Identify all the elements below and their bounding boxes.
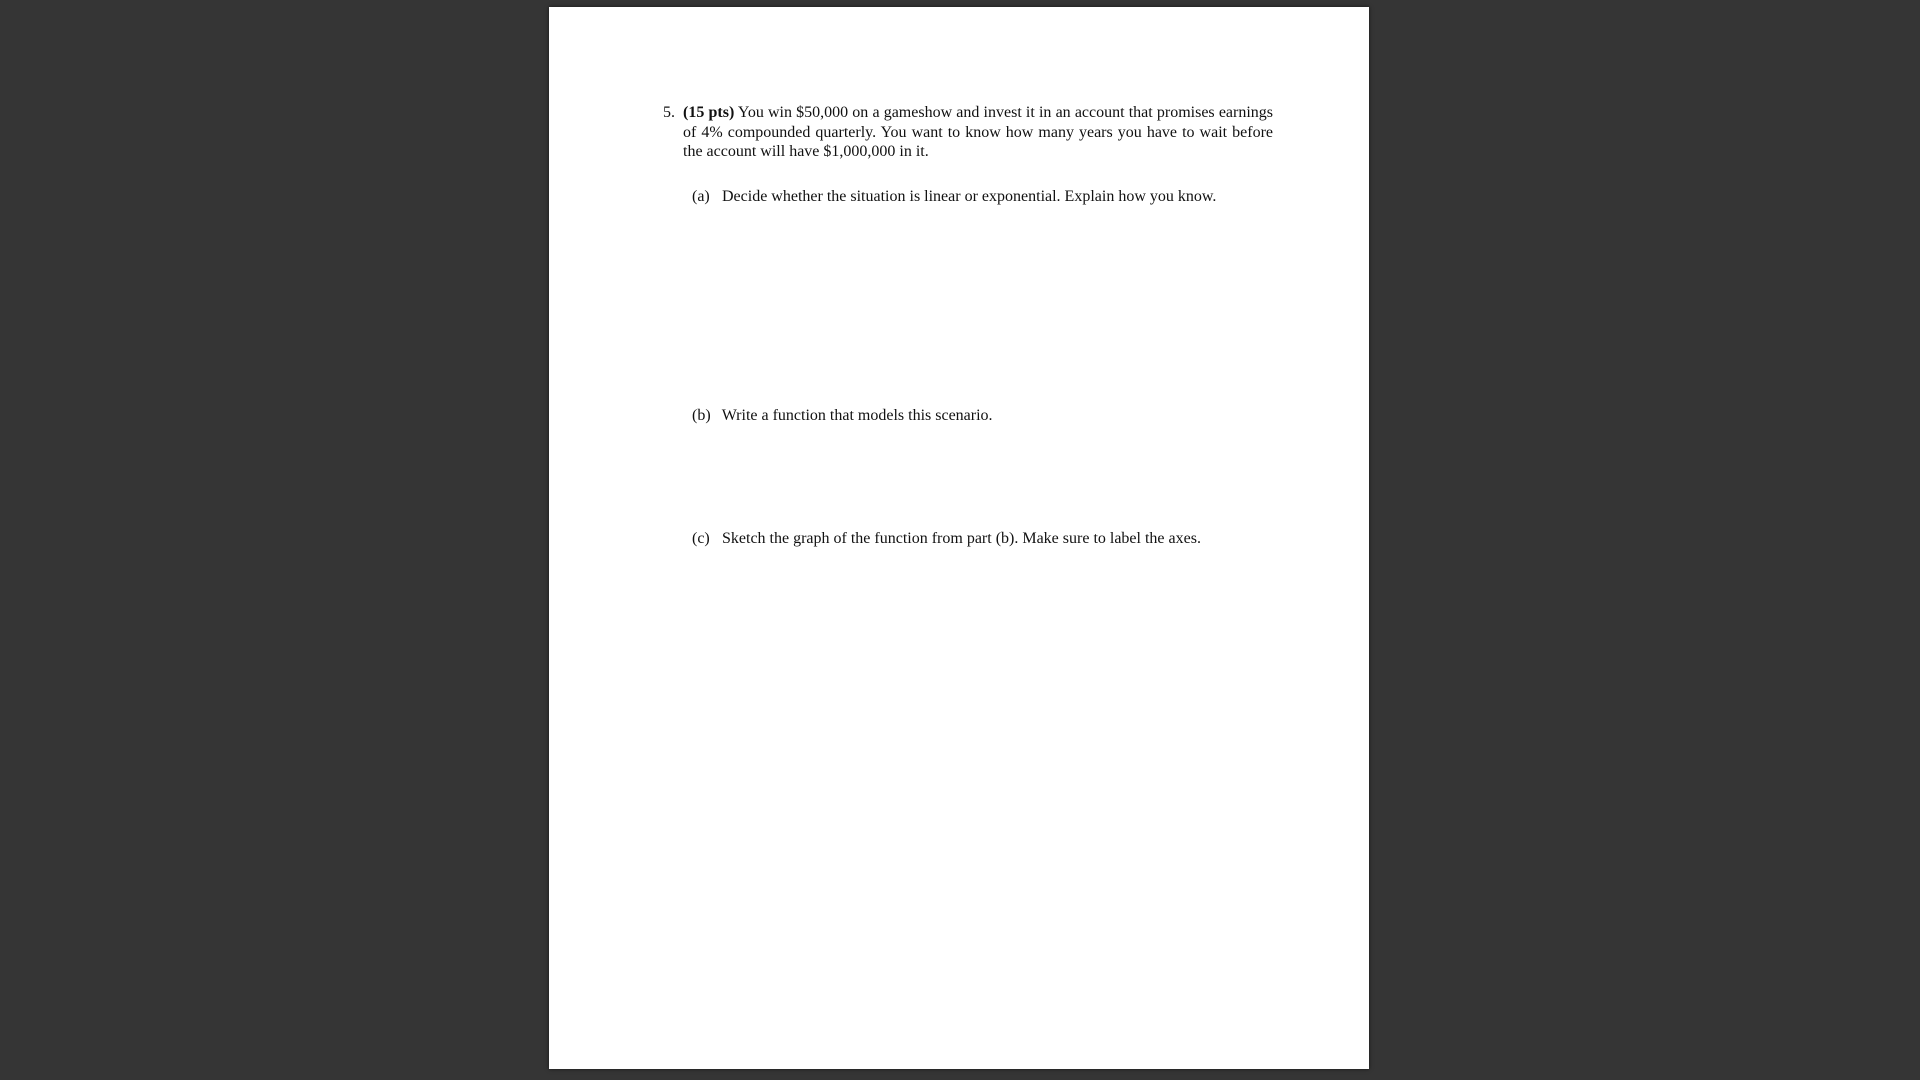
problem-text: You win $50,000 on a gameshow and invest it in an account that promises earnings of 4% compounded quarterly. You want to know how many years you have to wait before the account will have $1,000,000 in it. [683, 104, 1274, 160]
part-a-text: Decide whether the situation is linear or exponential. Explain how you know. [722, 188, 1217, 205]
problem-statement [683, 103, 1273, 162]
part-c [692, 529, 1201, 549]
part-a-label: (a) [692, 188, 710, 205]
part-a [692, 187, 1216, 207]
part-b [692, 406, 993, 426]
part-b-text: Write a function that models this scenario. [721, 407, 993, 424]
part-c-label: (c) [692, 530, 710, 547]
problem-number: 5. [663, 104, 675, 121]
part-b-label: (b) [692, 407, 711, 424]
document-page [549, 7, 1369, 1069]
part-c-text: Sketch the graph of the function from part (b). Make sure to label the axes. [722, 530, 1201, 547]
problem-points: (15 pts) [683, 104, 735, 121]
